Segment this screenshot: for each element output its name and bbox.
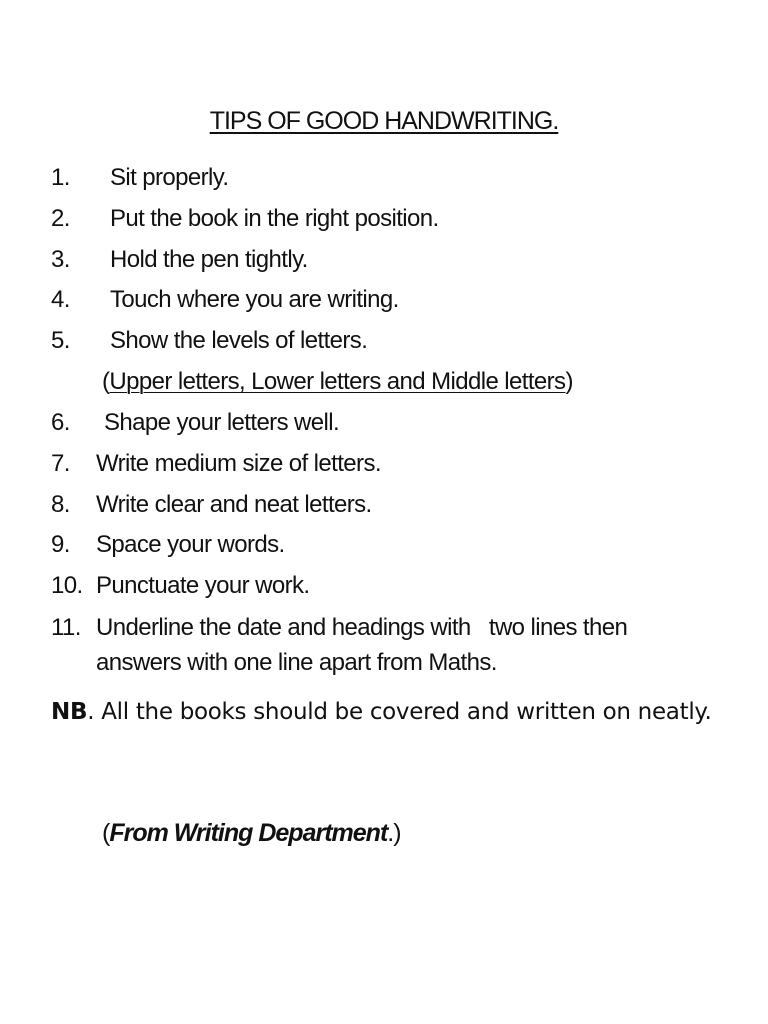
subnote-text: Upper letters, Lower letters and Middle letters xyxy=(109,368,566,395)
list-item-text: Sit properly. xyxy=(110,164,229,191)
list-item-text: Touch where you are writing. xyxy=(110,286,399,313)
list-item-text: Put the book in the right position. xyxy=(110,205,439,232)
subnote-open-paren: ( xyxy=(102,368,110,395)
list-item-number: 3. xyxy=(51,246,70,273)
list-item-number: 5. xyxy=(51,327,70,354)
list-item-number: 10. xyxy=(51,572,83,599)
document-title: TIPS OF GOOD HANDWRITING. xyxy=(209,107,559,135)
attribution-department: From Writing Department xyxy=(109,819,388,847)
list-item-number: 11. xyxy=(51,614,81,641)
list-item-text: Write medium size of letters. xyxy=(96,450,381,477)
list-item-number: 2. xyxy=(51,205,70,232)
attribution-open: ( xyxy=(102,819,110,847)
list-item-text: Punctuate your work. xyxy=(96,572,310,599)
list-item-text: Show the levels of letters. xyxy=(110,327,368,354)
list-item-text: Hold the pen tightly. xyxy=(110,246,308,273)
attribution-close: .) xyxy=(387,819,401,847)
list-item-number: 6. xyxy=(51,409,70,436)
attribution xyxy=(102,819,401,848)
list-item-number: 8. xyxy=(51,491,70,518)
list-item-continuation: answers with one line apart from Maths. xyxy=(96,649,497,676)
list-item-text: Write clear and neat letters. xyxy=(96,491,372,518)
nb-label: NB xyxy=(51,699,88,725)
list-item-text: Space your words. xyxy=(96,531,285,558)
list-item-text: Underline the date and headings with two lines then xyxy=(96,614,628,641)
nb-text: . All the books should be covered and written on neatly. xyxy=(87,699,712,725)
nb-note xyxy=(51,693,731,731)
list-item-number: 1. xyxy=(51,164,70,191)
list-item-number: 9. xyxy=(51,531,70,558)
subnote-close-paren: ) xyxy=(565,368,573,395)
list-item-number: 7. xyxy=(51,450,70,477)
list-item-subnote xyxy=(102,367,573,397)
list-item-text: Shape your letters well. xyxy=(104,409,340,436)
list-item-number: 4. xyxy=(51,286,70,313)
